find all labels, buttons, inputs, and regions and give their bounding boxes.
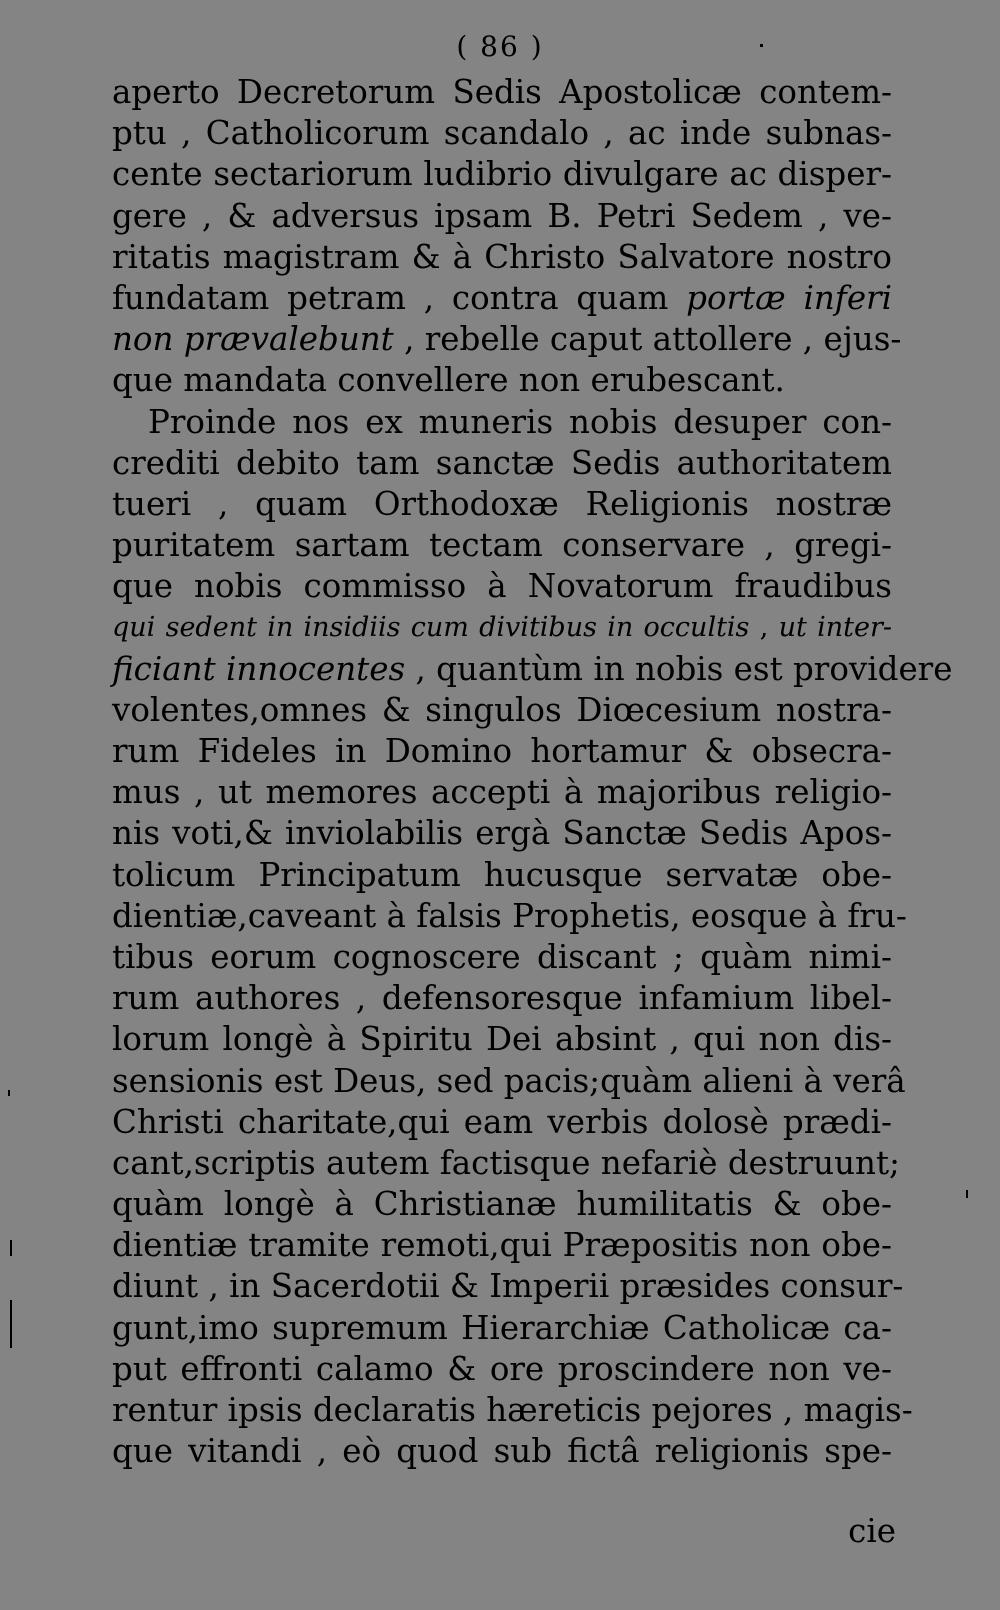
text-line: qui sedent in insidiis cum divitibus in occultis , ut inter- bbox=[112, 612, 892, 644]
text-line: crediti debito tam sanctæ Sedis authoritatem bbox=[112, 443, 892, 482]
text-line: cant,scriptis autem factisque nefariè destruunt; bbox=[112, 1143, 900, 1182]
text-line: tueri , quam Orthodoxæ Religionis nostræ bbox=[112, 484, 892, 523]
text-block bbox=[112, 72, 953, 1472]
text-line: que mandata convellere non erubescant. bbox=[112, 361, 785, 400]
text-line: que vitandi , eò quod sub fictâ religionis spe- bbox=[112, 1432, 892, 1471]
text-line: Proinde nos ex muneris nobis desuper con- bbox=[148, 402, 892, 441]
margin-speck bbox=[966, 1190, 968, 1198]
text-line: dientiæ,caveant à falsis Prophetis, eosque à fru- bbox=[112, 896, 907, 935]
catchword: cie bbox=[848, 1512, 896, 1550]
text-line: diunt , in Sacerdotii & Imperii præsides consur- bbox=[112, 1267, 904, 1306]
text-line: ptu , Catholicorum scandalo , ac inde subnas- bbox=[112, 114, 892, 153]
text-line: rum Fideles in Domino hortamur & obsecra- bbox=[112, 732, 892, 770]
margin-speck bbox=[10, 1300, 12, 1348]
text-line: fundatam petram , contra quam portæ inferi bbox=[112, 278, 892, 317]
text-line: nis voti,& inviolabilis ergà Sanctæ Sedis Apos- bbox=[112, 814, 892, 853]
text-line: gere , & adversus ipsam B. Petri Sedem , ve- bbox=[112, 196, 892, 235]
text-line: dientiæ tramite remoti,qui Præpositis non obe- bbox=[112, 1226, 892, 1265]
text-line: aperto Decretorum Sedis Apostolicæ contem- bbox=[112, 73, 892, 111]
text-line: rentur ipsis declaratis hæreticis pejores , magis- bbox=[112, 1391, 913, 1429]
margin-speck bbox=[8, 1090, 10, 1096]
margin-speck bbox=[10, 1240, 12, 1256]
text-line: mus , ut memores accepti à majoribus religio- bbox=[112, 773, 892, 812]
text-line: tolicum Principatum hucusque servatæ obe- bbox=[112, 855, 892, 894]
text-line: volentes,omnes & singulos Diœcesium nostra- bbox=[112, 690, 892, 729]
page-number: ( 86 ) bbox=[456, 30, 544, 63]
text-line: cente sectariorum ludibrio divulgare ac disper- bbox=[112, 155, 892, 194]
text-line: ficiant innocentes , quantùm in nobis est providere bbox=[112, 649, 953, 688]
text-line: Christi charitate,qui eam verbis dolosè prædi- bbox=[112, 1102, 892, 1141]
text-line: put effronti calamo & ore proscindere non ve- bbox=[112, 1349, 892, 1388]
text-line: rum authores , defensoresque infamium libel- bbox=[112, 979, 892, 1018]
text-line: gunt,imo supremum Hierarchiæ Catholicæ ca- bbox=[112, 1308, 892, 1347]
text-line: que nobis commisso à Novatorum fraudibus bbox=[112, 567, 892, 606]
text-line: non prævalebunt , rebelle caput attollere , ejus- bbox=[112, 320, 902, 359]
text-line: tibus eorum cognoscere discant ; quàm nimi- bbox=[112, 937, 892, 976]
text-line: ritatis magistram & à Christo Salvatore nostro bbox=[112, 237, 892, 276]
text-line: sensionis est Deus, sed pacis;quàm alieni à verâ bbox=[112, 1061, 906, 1100]
margin-speck bbox=[760, 44, 763, 47]
text-line: lorum longè à Spiritu Dei absint , qui non dis- bbox=[112, 1020, 892, 1059]
text-line: quàm longè à Christianæ humilitatis & obe- bbox=[112, 1185, 892, 1224]
text-line: puritatem sartam tectam conservare , gregi- bbox=[112, 526, 892, 565]
